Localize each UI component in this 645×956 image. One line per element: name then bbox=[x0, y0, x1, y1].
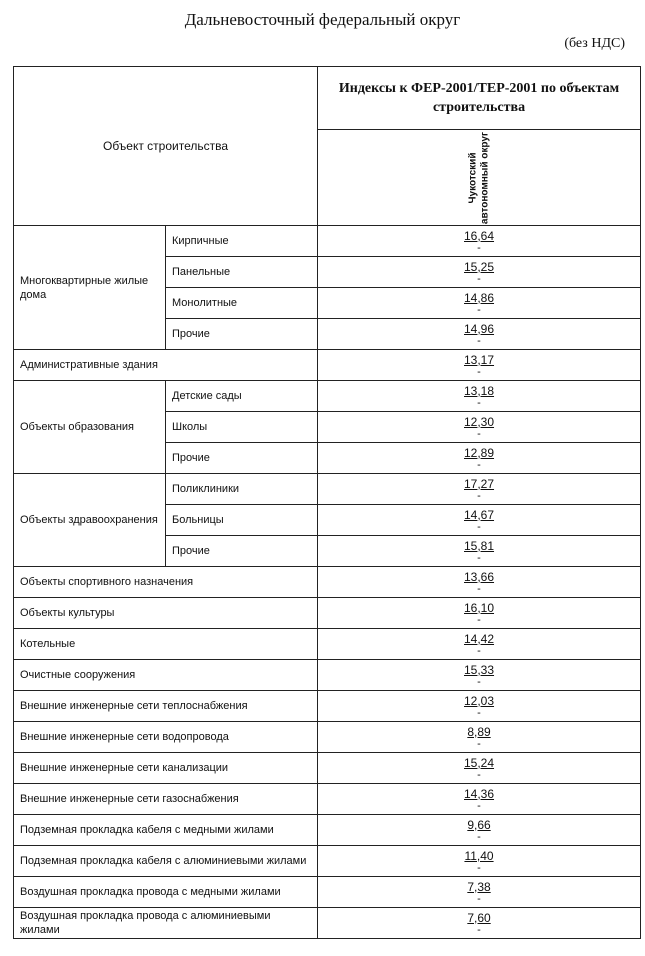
table-row bbox=[14, 753, 641, 784]
index-value: 12,03 bbox=[464, 693, 495, 708]
index-value: 15,24 bbox=[464, 755, 495, 770]
index-value: 13,66 bbox=[464, 569, 495, 584]
category-cell: Очистные сооружения bbox=[14, 660, 318, 691]
subcategory-cell: Прочие bbox=[166, 536, 318, 567]
table-row bbox=[14, 660, 641, 691]
category-cell: Объекты здравоохранения bbox=[14, 474, 166, 567]
subcategory-cell: Больницы bbox=[166, 505, 318, 536]
index-sub-value: - bbox=[477, 303, 481, 316]
index-sub-value: - bbox=[477, 830, 481, 843]
index-value: 14,42 bbox=[464, 631, 495, 646]
category-cell: Многоквартирные жилые дома bbox=[14, 226, 166, 350]
index-sub-value: - bbox=[477, 644, 481, 657]
category-cell: Внешние инженерные сети водопровода bbox=[14, 722, 318, 753]
index-sub-value: - bbox=[477, 551, 481, 564]
index-value: 12,89 bbox=[464, 445, 495, 460]
index-value-cell bbox=[318, 753, 641, 784]
index-sub-value: - bbox=[477, 334, 481, 347]
index-value: 15,33 bbox=[464, 662, 495, 677]
table-row bbox=[14, 722, 641, 753]
index-value-cell bbox=[318, 691, 641, 722]
subcategory-cell: Поликлиники bbox=[166, 474, 318, 505]
table-row bbox=[14, 691, 641, 722]
index-value-cell bbox=[318, 908, 641, 939]
index-value-cell bbox=[318, 350, 641, 381]
header-object: Объект строительства bbox=[14, 67, 318, 226]
index-sub-value: - bbox=[477, 241, 481, 254]
index-value: 7,38 bbox=[467, 879, 491, 894]
index-sub-value: - bbox=[477, 799, 481, 812]
index-value-cell bbox=[318, 815, 641, 846]
index-value: 15,81 bbox=[464, 538, 495, 553]
header-index: Индексы к ФЕР-2001/ТЕР-2001 по объектам строительства bbox=[318, 67, 641, 130]
index-value: 14,67 bbox=[464, 507, 495, 522]
index-value: 16,10 bbox=[464, 600, 495, 615]
table-row bbox=[14, 474, 641, 505]
index-value-cell bbox=[318, 722, 641, 753]
index-value-cell bbox=[318, 443, 641, 474]
category-cell: Внешние инженерные сети газоснабжения bbox=[14, 784, 318, 815]
index-value: 16,64 bbox=[464, 228, 495, 243]
index-value-cell bbox=[318, 381, 641, 412]
subcategory-cell: Школы bbox=[166, 412, 318, 443]
index-value-cell bbox=[318, 877, 641, 908]
table-row bbox=[14, 846, 641, 877]
index-value: 7,60 bbox=[467, 910, 491, 925]
index-table bbox=[13, 66, 641, 939]
index-sub-value: - bbox=[477, 272, 481, 285]
index-value-cell bbox=[318, 257, 641, 288]
index-sub-value: - bbox=[477, 706, 481, 719]
index-sub-value: - bbox=[477, 737, 481, 750]
index-sub-value: - bbox=[477, 582, 481, 595]
index-sub-value: - bbox=[477, 613, 481, 626]
index-sub-value: - bbox=[477, 768, 481, 781]
category-cell: Подземная прокладка кабеля с медными жилами bbox=[14, 815, 318, 846]
index-value: 14,36 bbox=[464, 786, 495, 801]
category-cell: Объекты культуры bbox=[14, 598, 318, 629]
subcategory-cell: Кирпичные bbox=[166, 226, 318, 257]
table-row bbox=[14, 629, 641, 660]
index-value: 11,40 bbox=[464, 848, 494, 863]
table-row bbox=[14, 381, 641, 412]
vat-note: (без НДС) bbox=[564, 36, 625, 51]
table-row bbox=[14, 815, 641, 846]
index-value: 13,17 bbox=[464, 352, 495, 367]
index-value-cell bbox=[318, 319, 641, 350]
index-value: 14,96 bbox=[464, 321, 495, 336]
subcategory-cell: Монолитные bbox=[166, 288, 318, 319]
index-sub-value: - bbox=[477, 365, 481, 378]
header-region: Чукотский автономный округ bbox=[467, 131, 491, 224]
subcategory-cell: Прочие bbox=[166, 319, 318, 350]
index-sub-value: - bbox=[477, 396, 481, 409]
index-value-cell bbox=[318, 598, 641, 629]
table-row bbox=[14, 877, 641, 908]
index-value-cell bbox=[318, 505, 641, 536]
table-row bbox=[14, 784, 641, 815]
index-value-cell bbox=[318, 660, 641, 691]
table-row bbox=[14, 908, 641, 939]
table-row bbox=[14, 350, 641, 381]
subcategory-cell: Прочие bbox=[166, 443, 318, 474]
index-sub-value: - bbox=[477, 861, 481, 874]
index-sub-value: - bbox=[477, 489, 481, 502]
table-row bbox=[14, 226, 641, 257]
index-sub-value: - bbox=[477, 458, 481, 471]
category-cell: Внешние инженерные сети канализации bbox=[14, 753, 318, 784]
index-value-cell bbox=[318, 288, 641, 319]
table-body bbox=[14, 67, 641, 939]
table-row bbox=[14, 598, 641, 629]
index-value: 9,66 bbox=[467, 817, 491, 832]
index-sub-value: - bbox=[477, 520, 481, 533]
category-cell: Подземная прокладка кабеля с алюминиевыми жилами bbox=[14, 846, 318, 877]
index-sub-value: - bbox=[477, 923, 481, 936]
index-value-cell bbox=[318, 567, 641, 598]
category-cell: Котельные bbox=[14, 629, 318, 660]
index-value-cell bbox=[318, 846, 641, 877]
index-value: 14,86 bbox=[464, 290, 495, 305]
index-value: 13,18 bbox=[464, 383, 495, 398]
category-cell: Внешние инженерные сети теплоснабжения bbox=[14, 691, 318, 722]
index-sub-value: - bbox=[477, 427, 481, 440]
index-sub-value: - bbox=[477, 892, 481, 905]
index-value-cell bbox=[318, 536, 641, 567]
category-cell: Воздушная прокладка провода с медными жилами bbox=[14, 877, 318, 908]
index-value: 17,27 bbox=[464, 476, 495, 491]
index-value-cell bbox=[318, 226, 641, 257]
index-value-cell bbox=[318, 412, 641, 443]
category-cell: Объекты спортивного назначения bbox=[14, 567, 318, 598]
subcategory-cell: Панельные bbox=[166, 257, 318, 288]
subcategory-cell: Детские сады bbox=[166, 381, 318, 412]
header-region-cell bbox=[318, 130, 641, 226]
category-cell: Воздушная прокладка провода с алюминиевыми жилами bbox=[14, 908, 318, 939]
index-sub-value: - bbox=[477, 675, 481, 688]
index-value: 15,25 bbox=[464, 259, 495, 274]
index-value-cell bbox=[318, 629, 641, 660]
index-value-cell bbox=[318, 784, 641, 815]
index-value-cell bbox=[318, 474, 641, 505]
category-cell: Административные здания bbox=[14, 350, 318, 381]
page-title: Дальневосточный федеральный округ bbox=[184, 10, 461, 29]
table-row bbox=[14, 567, 641, 598]
category-cell: Объекты образования bbox=[14, 381, 166, 474]
index-value: 12,30 bbox=[464, 414, 495, 429]
index-value: 8,89 bbox=[467, 724, 491, 739]
